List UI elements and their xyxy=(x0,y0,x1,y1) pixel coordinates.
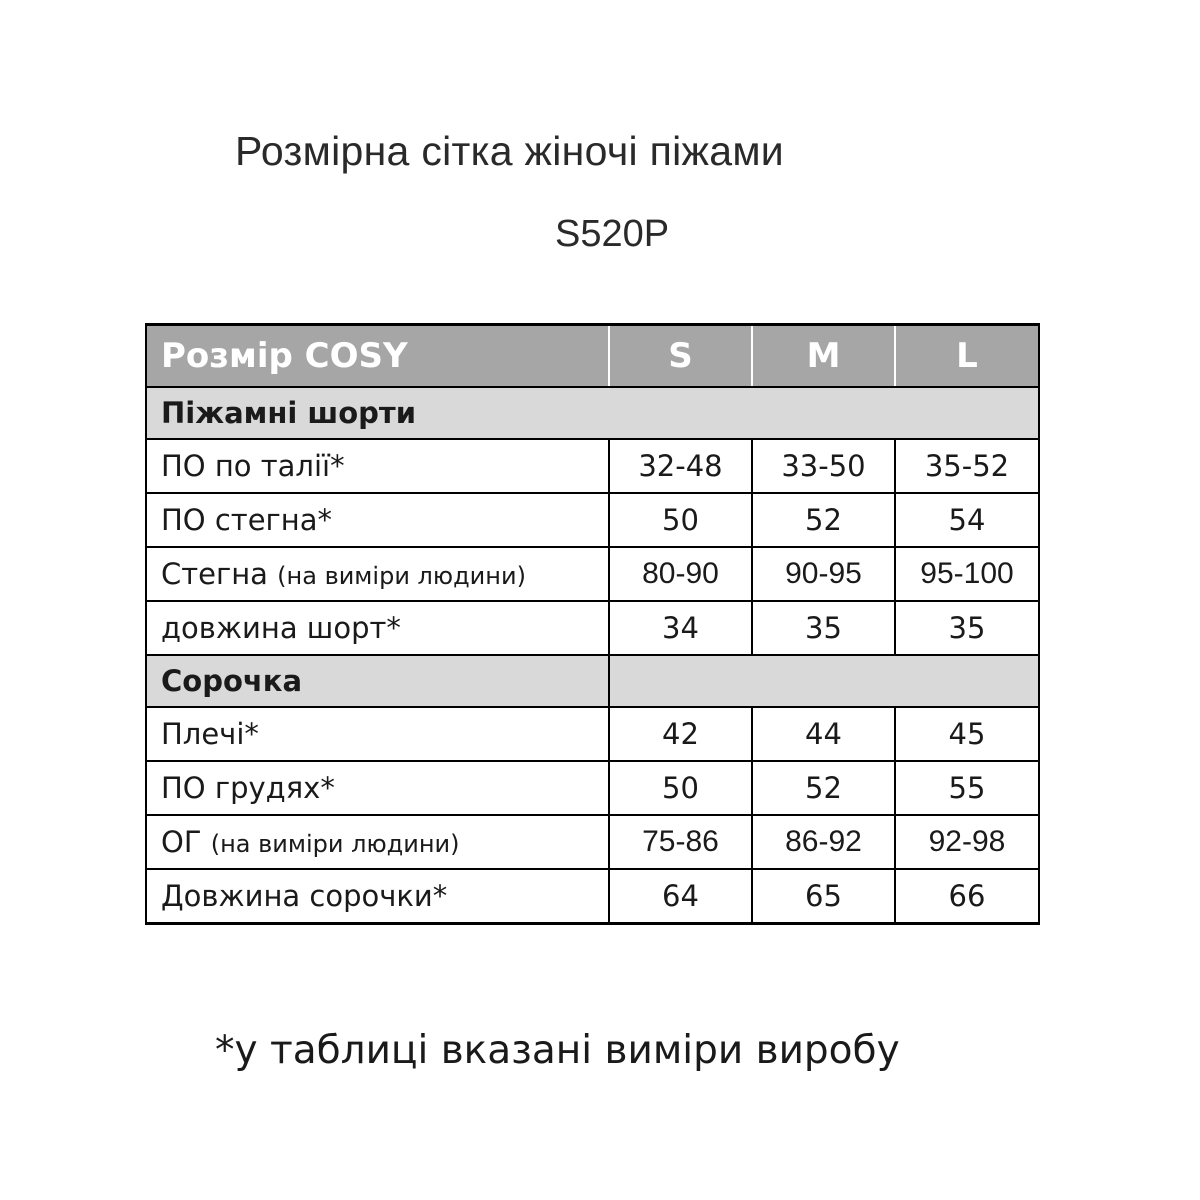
row-label-text: Довжина сорочки* xyxy=(161,879,448,913)
cell-m: 35 xyxy=(752,601,895,655)
table-row xyxy=(146,547,1039,601)
row-label-note: (на виміри людини) xyxy=(210,830,460,858)
header-size-m: M xyxy=(752,325,895,388)
cell-m: 86-92 xyxy=(752,815,895,869)
cell-m: 44 xyxy=(752,707,895,761)
cell-l: 35 xyxy=(895,601,1039,655)
row-label xyxy=(146,869,609,924)
row-label-text: ПО грудях* xyxy=(161,771,335,805)
cell-s: 34 xyxy=(609,601,752,655)
chart-title: Розмірна сітка жіночі піжами xyxy=(235,128,785,174)
section-row xyxy=(146,387,1039,439)
row-label xyxy=(146,547,609,601)
cell-l: 35-52 xyxy=(895,439,1039,493)
cell-s: 42 xyxy=(609,707,752,761)
header-size-label: Розмір COSY xyxy=(146,325,609,388)
section-title-shirt: Сорочка xyxy=(146,655,609,707)
cell-l: 95-100 xyxy=(895,547,1039,601)
row-label-text: Плечі* xyxy=(161,717,259,751)
cell-s: 50 xyxy=(609,493,752,547)
section-blank-cell xyxy=(609,655,1039,707)
row-label-text: Стегна xyxy=(161,557,268,591)
cell-l: 92-98 xyxy=(895,815,1039,869)
row-label-text: довжина шорт* xyxy=(161,611,401,645)
row-label-text: ОГ xyxy=(161,825,202,859)
header-size-s: S xyxy=(609,325,752,388)
cell-s: 80-90 xyxy=(609,547,752,601)
cell-s: 64 xyxy=(609,869,752,924)
table-header-row xyxy=(146,325,1039,388)
table-row xyxy=(146,707,1039,761)
row-label xyxy=(146,707,609,761)
row-label xyxy=(146,601,609,655)
cell-s: 32-48 xyxy=(609,439,752,493)
table-row xyxy=(146,493,1039,547)
cell-l: 66 xyxy=(895,869,1039,924)
model-code: S520P xyxy=(555,213,670,255)
cell-m: 90-95 xyxy=(752,547,895,601)
cell-m: 65 xyxy=(752,869,895,924)
table-row xyxy=(146,761,1039,815)
header-size-l: L xyxy=(895,325,1039,388)
row-label-note: (на виміри людини) xyxy=(277,562,526,590)
section-row xyxy=(146,655,1039,707)
cell-l: 54 xyxy=(895,493,1039,547)
footnote: *у таблиці вказані виміри виробу xyxy=(215,1028,900,1073)
table-row xyxy=(146,439,1039,493)
table-row xyxy=(146,815,1039,869)
row-label xyxy=(146,815,609,869)
cell-m: 52 xyxy=(752,761,895,815)
cell-s: 50 xyxy=(609,761,752,815)
row-label-text: ПО стегна* xyxy=(161,503,332,537)
size-table xyxy=(145,323,1040,925)
cell-s: 75-86 xyxy=(609,815,752,869)
section-title-shorts: Піжамні шорти xyxy=(146,387,1039,439)
table-row xyxy=(146,869,1039,924)
row-label xyxy=(146,761,609,815)
cell-m: 33-50 xyxy=(752,439,895,493)
cell-l: 55 xyxy=(895,761,1039,815)
row-label xyxy=(146,439,609,493)
row-label-text: ПО по талії* xyxy=(161,449,345,483)
table-row xyxy=(146,601,1039,655)
cell-m: 52 xyxy=(752,493,895,547)
row-label xyxy=(146,493,609,547)
cell-l: 45 xyxy=(895,707,1039,761)
